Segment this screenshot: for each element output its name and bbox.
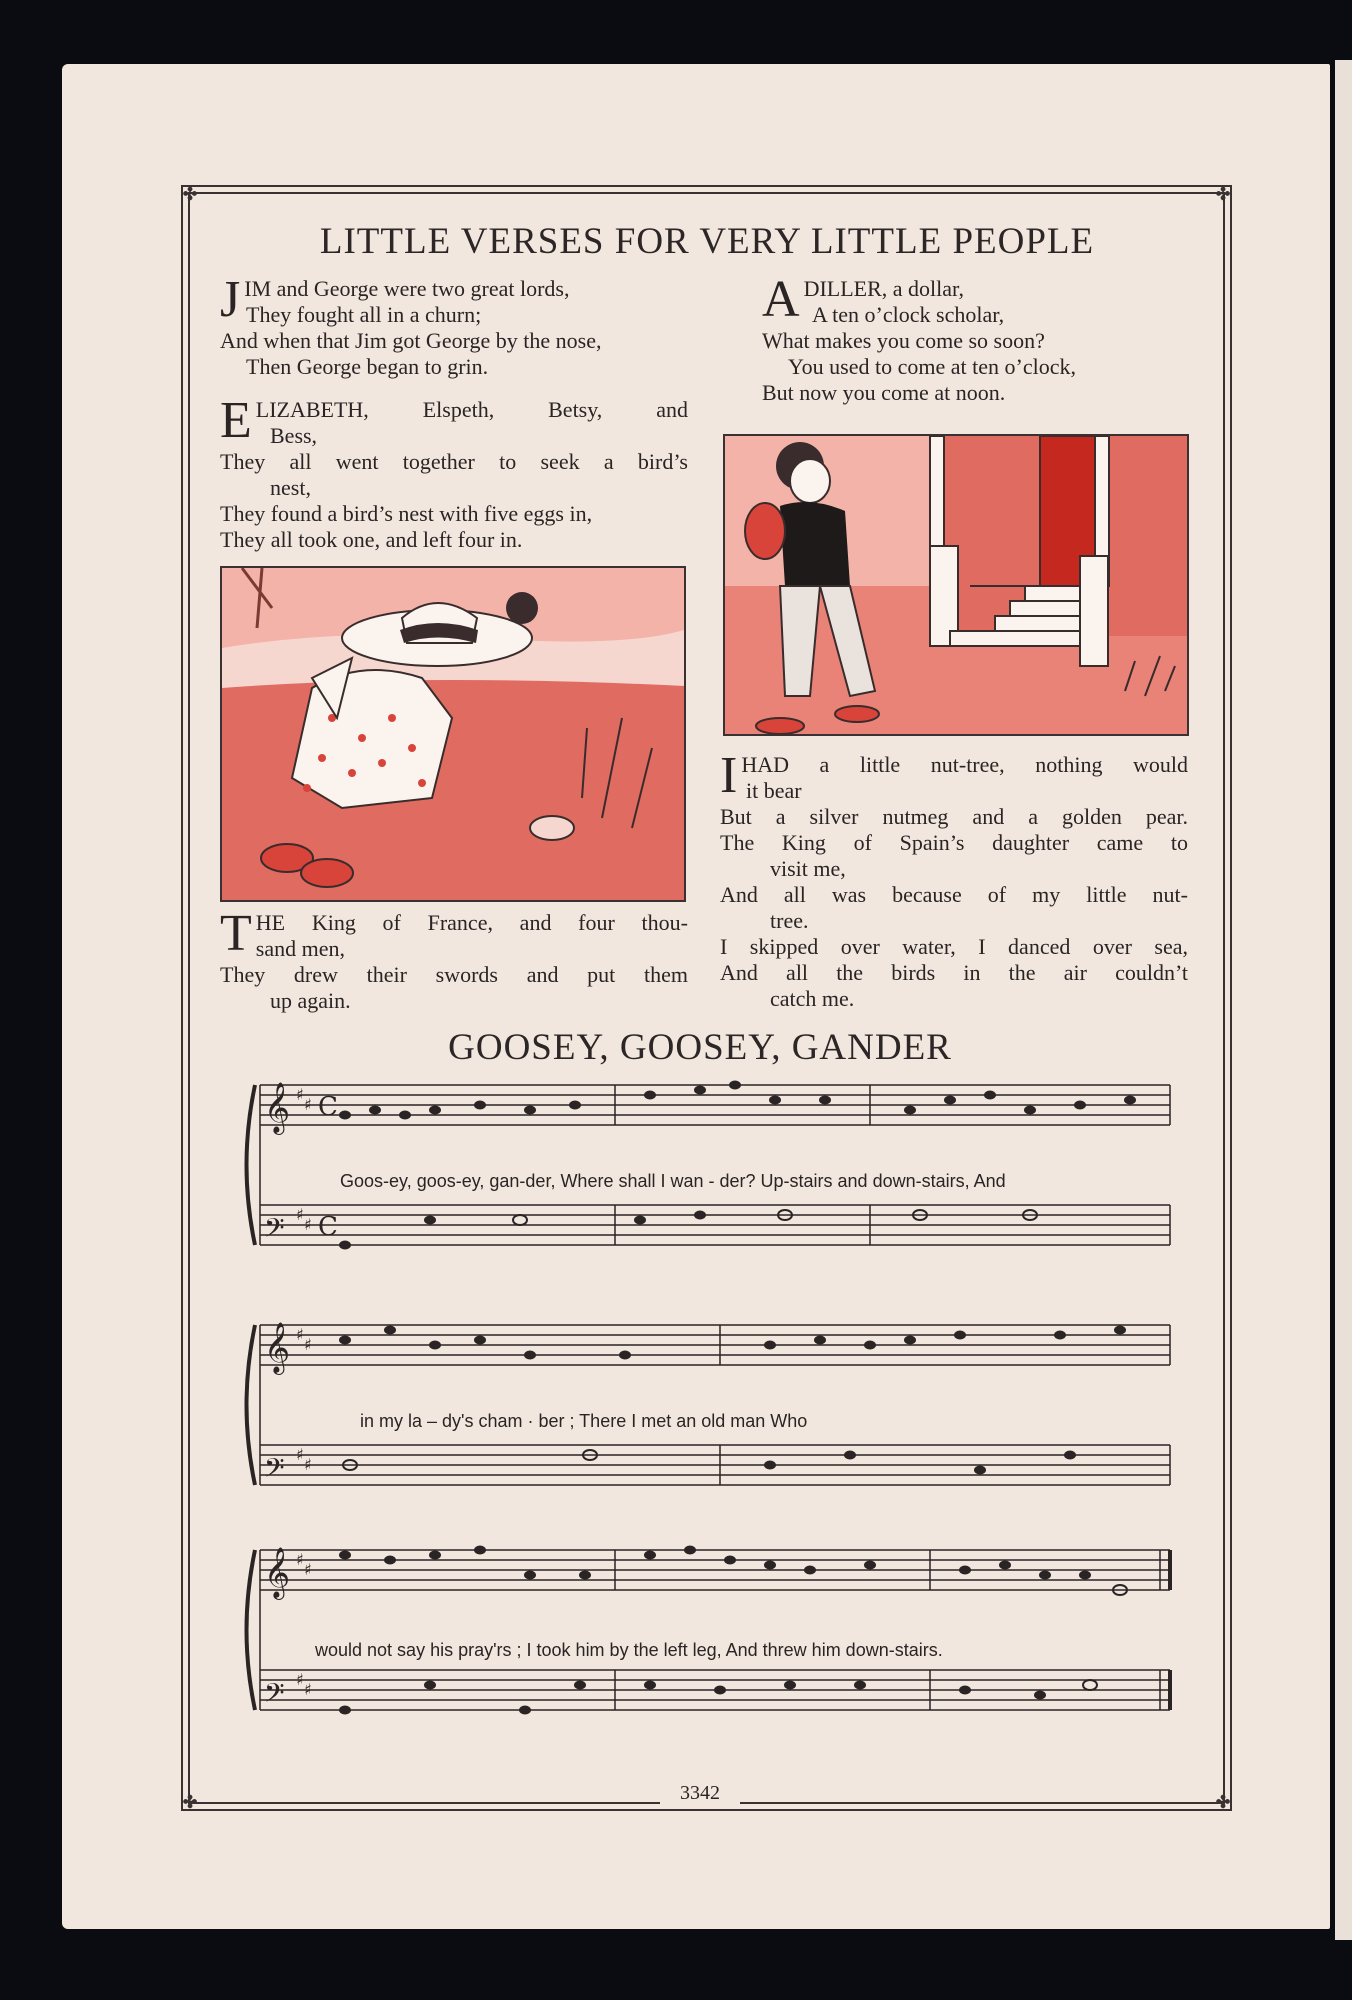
corner-ornament-icon: ✤ bbox=[1215, 1792, 1231, 1812]
verse-line: it bear bbox=[746, 778, 802, 803]
verse-line: Bess, bbox=[270, 423, 318, 448]
svg-text:♯: ♯ bbox=[304, 1215, 312, 1234]
verse-jim-and-george bbox=[220, 271, 690, 380]
drop-cap: J bbox=[220, 271, 241, 328]
verse-line: IM and George were two great lords, bbox=[244, 276, 570, 301]
svg-text:𝄞: 𝄞 bbox=[264, 1322, 291, 1373]
illustration-boy-walking-to-school bbox=[723, 434, 1189, 736]
page-title: LITTLE VERSES FOR VERY LITTLE PEOPLE bbox=[319, 221, 1095, 262]
svg-text:♯: ♯ bbox=[304, 1455, 312, 1474]
verse-line: The King of Spain’s daughter came to bbox=[720, 830, 1188, 855]
lyrics-line-1: Goos-ey, goos-ey, gan-der, Where shall I wan - der? Up-stairs and down-stairs, And bbox=[340, 1171, 1006, 1191]
svg-text:♯: ♯ bbox=[296, 1670, 304, 1689]
svg-text:♯: ♯ bbox=[304, 1560, 312, 1579]
girl-nest-drawing bbox=[222, 568, 684, 900]
verse-line: They found a bird’s nest with five eggs in, bbox=[220, 501, 593, 526]
svg-text:C: C bbox=[318, 1212, 338, 1242]
boy-school-drawing bbox=[725, 436, 1187, 734]
drop-cap: T bbox=[220, 905, 252, 962]
verse-line: You used to come at ten o’clock, bbox=[788, 354, 1076, 379]
verse-line: But a silver nutmeg and a golden pear. bbox=[720, 804, 1188, 829]
svg-text:𝄢: 𝄢 bbox=[264, 1677, 285, 1715]
verse-line: tree. bbox=[770, 908, 809, 933]
verse-line: But now you come at noon. bbox=[762, 380, 1006, 405]
verse-line: I skipped over water, I danced over sea, bbox=[720, 934, 1188, 959]
verse-little-nut-tree bbox=[720, 747, 1188, 1012]
svg-text:♯: ♯ bbox=[296, 1085, 304, 1104]
svg-text:♯: ♯ bbox=[296, 1550, 304, 1569]
illustration-girl-with-birds-nest bbox=[220, 566, 686, 902]
verse-line: DILLER, a dollar, bbox=[803, 276, 964, 301]
verse-line: And when that Jim got George by the nose, bbox=[220, 328, 602, 353]
svg-text:♯: ♯ bbox=[296, 1445, 304, 1464]
verse-line: A ten o’clock scholar, bbox=[812, 302, 1005, 327]
verse-line: sand men, bbox=[255, 936, 345, 961]
drop-cap: I bbox=[720, 747, 738, 804]
lyrics-line-2: in my la – dy's cham · ber ; There I met an old man Who bbox=[360, 1411, 808, 1431]
song-title: GOOSEY, GOOSEY, GANDER bbox=[448, 1027, 952, 1068]
verse-line: up again. bbox=[270, 988, 351, 1013]
verse-line: HAD a little nut-tree, nothing would bbox=[741, 752, 1188, 777]
verse-line: LIZABETH, Elspeth, Betsy, and bbox=[255, 397, 688, 422]
svg-text:♯: ♯ bbox=[304, 1335, 312, 1354]
svg-text:♯: ♯ bbox=[296, 1205, 304, 1224]
svg-text:C: C bbox=[318, 1092, 338, 1122]
verse-line: And all the birds in the air couldn’t bbox=[720, 960, 1188, 985]
drop-cap: E bbox=[220, 392, 252, 449]
svg-text:𝄢: 𝄢 bbox=[264, 1452, 285, 1490]
verse-king-of-france bbox=[220, 905, 688, 1014]
verse-line: Then George began to grin. bbox=[246, 354, 489, 379]
svg-text:♯: ♯ bbox=[304, 1095, 312, 1114]
next-page-edge bbox=[1335, 60, 1352, 1940]
verse-line: HE King of France, and four thou- bbox=[255, 910, 688, 935]
verse-line: And all was because of my little nut- bbox=[720, 882, 1188, 907]
verse-line: They all went together to seek a bird’s bbox=[220, 449, 688, 474]
verse-line: They drew their swords and put them bbox=[220, 962, 688, 987]
page-number: 3342 bbox=[660, 1782, 740, 1805]
corner-ornament-icon: ✤ bbox=[182, 184, 198, 204]
verse-line: catch me. bbox=[770, 986, 855, 1011]
verse-line: visit me, bbox=[770, 856, 846, 881]
lyrics-line-3: would not say his pray'rs ; I took him by the left leg, And threw him down-stairs. bbox=[315, 1640, 943, 1660]
verse-line: What makes you come so soon? bbox=[762, 328, 1045, 353]
svg-text:𝄢: 𝄢 bbox=[264, 1212, 285, 1250]
corner-ornament-icon: ✤ bbox=[182, 1792, 198, 1812]
verse-elizabeth bbox=[220, 392, 688, 553]
verse-line: They all took one, and left four in. bbox=[220, 527, 523, 552]
verse-a-diller-a-dollar bbox=[762, 271, 1202, 406]
svg-text:𝄞: 𝄞 bbox=[264, 1082, 291, 1133]
verse-line: nest, bbox=[270, 475, 311, 500]
svg-text:♯: ♯ bbox=[304, 1680, 312, 1699]
svg-text:♯: ♯ bbox=[296, 1325, 304, 1344]
svg-text:𝄞: 𝄞 bbox=[264, 1547, 291, 1598]
drop-cap: A bbox=[762, 271, 800, 328]
corner-ornament-icon: ✤ bbox=[1215, 184, 1231, 204]
verse-line: They fought all in a churn; bbox=[246, 302, 482, 327]
